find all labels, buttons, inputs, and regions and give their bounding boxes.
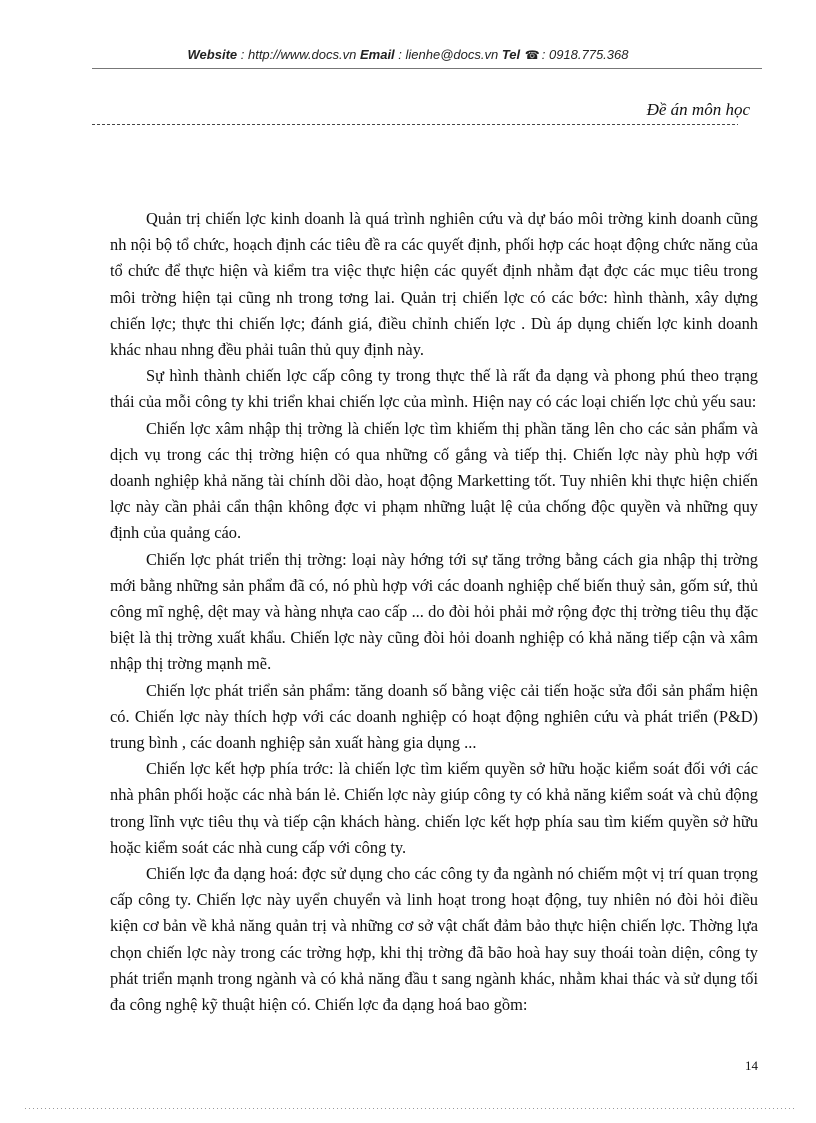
paragraph: Chiến lợc xâm nhập thị trờng là chiến lợc tìm khiếm thị phần tăng lên cho các sản phẩm và dịch vụ trong các thị trờng hiện có qua những cố gắng và tiếp thị. Chiến lợc này phù hợp với doanh nghiệp khả năng tài chính dồi dào, hoạt động Marketting tốt. Tuy nhiên khi thực hiện chiến lợc này cần phải cẩn thận không đợc vi phạm những luật lệ của chống độc quyền và những quy định của quảng cáo.	[110, 418, 758, 543]
website-label: Website	[187, 47, 238, 62]
email-address[interactable]: : lienhe@docs.vn	[398, 47, 499, 62]
paragraph: Chiến lợc đa dạng hoá: đợc sử dụng cho các công ty đa ngành nó chiếm một vị trí quan trọng cấp công ty. Chiến lợc này uyển chuyển và linh hoạt trong hoạt động, tuy nhiên nó đòi hỏi điều kiện cơ bản về khả năng quản trị và những cơ sở vật chất đảm bảo thực hiện chiến lợc. Thờng lựa chọn chiến lợc này trong các trờng hợp, khi thị trờng đã bão hoà hay suy thoái toàn diện, công ty phát triển mạnh trong ngành và có khả năng đầu t sang ngành khác, nhằm khai thác và sử dụng tối đa công nghệ kỹ thuật hiện có. Chiến lợc đa dạng hoá bao gồm:	[110, 864, 758, 1015]
document-label: Đề án môn học	[646, 100, 750, 119]
paragraph: Chiến lợc kết hợp phía trớc: là chiến lợc tìm kiếm quyền sở hữu hoặc kiểm soát đối với các nhà phân phối hoặc các nhà bán lẻ. Chiến lợc này giúp công ty có khả năng kiểm soát và chủ động trong lĩnh vực tiêu thụ và tiếp cận khách hàng. chiến lợc kết hợp phía sau tìm kiếm quyền sở hữu hoặc kiểm soát các nhà cung cấp với công ty.	[110, 759, 758, 857]
paragraph: Chiến lợc phát triển thị trờng: loại này hớng tới sự tăng trởng bằng cách gia nhập thị trờng mới bằng những sản phẩm đã có, nó phù hợp với các doanh nghiệp chế biến thuỷ sản, gốm sứ, thủ công mĩ nghệ, dệt may và hàng nhựa cao cấp ... do đòi hỏi phải mở rộng đợc thị trờng tiêu thụ đặc biệt là thị trờng xuất khẩu. Chiến lợc này cũng đòi hỏi doanh nghiệp có khả năng tiếp cận và xâm nhập thị trờng mạnh mẽ.	[110, 549, 758, 674]
paragraph: Chiến lợc phát triển sản phẩm: tăng doanh số bằng việc cải tiến hoặc sửa đổi sản phẩm hiện có. Chiến lợc này thích hợp với các doanh nghiệp có hoạt động nghiên cứu và phát triển (P&D) trung bình , các doanh nghiệp sản xuất hàng gia dụng ...	[110, 680, 758, 753]
phone-number: : 0918.775.368	[541, 47, 629, 62]
paragraph: Sự hình thành chiến lợc cấp công ty trong thực thế là rất đa dạng và phong phú theo trạng thái của mỗi công ty khi triển khai chiến lợc của mình. Hiện nay có các loại chiến lợc chủ yếu sau:	[110, 366, 758, 412]
phone-icon: ☎	[524, 48, 540, 62]
email-label: Email	[359, 47, 395, 62]
dashed-divider	[92, 124, 738, 125]
document-body	[110, 206, 758, 1018]
website-url[interactable]: : http://www.docs.vn	[240, 47, 357, 62]
header-divider	[92, 68, 762, 69]
paragraph: Quản trị chiến lợc kinh doanh là quá trình nghiên cứu và dự báo môi trờng kinh doanh cũng nh nội bộ tổ chức, hoạch định các tiêu đề ra các quyết định, phối hợp các hoạt động chức năng của tổ chức để thực hiện và kiểm tra việc thực hiện các quyết định nhằm đạt đợc các mục tiêu trong môi trờng hiện tại cũng nh trong tơng lai. Quản trị chiến lợc có các bớc: hình thành, xây dựng chiến lợc; thực thi chiến lợc; đánh giá, điều chỉnh chiến lợc . Dù áp dụng chiến lợc kinh doanh khác nhau nhng đều phải tuân thủ quy định này.	[110, 209, 758, 360]
site-header	[0, 47, 816, 62]
footer-divider	[25, 1108, 795, 1109]
tel-label: Tel	[501, 47, 521, 62]
page-number: 14	[745, 1058, 758, 1073]
